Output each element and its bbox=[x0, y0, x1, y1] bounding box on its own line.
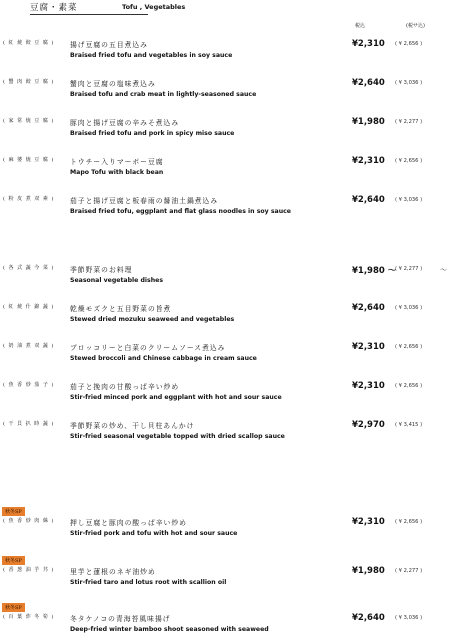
item-price-with-service: ( ¥ 2,656 ) bbox=[395, 519, 423, 525]
menu-item bbox=[0, 420, 456, 450]
item-price-with-service: ( ¥ 3,036 ) bbox=[395, 615, 423, 621]
item-name-jp: 茄子と揚げ豆腐と板春雨の醤油土鍋煮込み bbox=[70, 197, 219, 205]
menu-item bbox=[0, 303, 456, 333]
price-column-header: 税込 bbox=[355, 23, 366, 29]
item-price: ¥2,640 bbox=[352, 303, 385, 313]
item-price-with-service: ( ¥ 2,277 ) bbox=[395, 266, 423, 272]
price-range-tilde: ～ bbox=[440, 266, 447, 274]
item-price: ¥2,310 bbox=[352, 342, 385, 352]
item-name-en: Stewed dried mozuku seaweed and vegetables bbox=[70, 316, 235, 323]
seasonal-badge: 秋冬SP bbox=[2, 603, 25, 612]
item-name-en: Mapo Tofu with black bean bbox=[70, 169, 164, 176]
menu-item bbox=[0, 509, 456, 547]
item-name-jp: 乾燥モズクと五目野菜の旨煮 bbox=[70, 305, 172, 313]
item-chinese-name: ( 魚 香 炒 肉 絲 ) bbox=[3, 518, 55, 524]
menu-item bbox=[0, 39, 456, 69]
item-name-en: Seasonal vegetable dishes bbox=[70, 277, 164, 284]
item-price-with-service: ( ¥ 3,036 ) bbox=[395, 197, 423, 203]
item-chinese-name: ( 紅 焼 什 錦 蔬 ) bbox=[3, 304, 55, 310]
menu-item bbox=[0, 381, 456, 411]
menu-item bbox=[0, 264, 456, 294]
item-name-jp: 豚肉と揚げ豆腐の辛みそ煮込み bbox=[70, 119, 180, 127]
item-name-en: Braised fried tofu and vegetables in soy sauce bbox=[70, 52, 233, 59]
menu-item bbox=[0, 558, 456, 596]
item-chinese-name: ( 各 式 蔬 今 菜 ) bbox=[3, 265, 55, 271]
seasonal-badge: 秋冬SP bbox=[2, 556, 25, 565]
item-chinese-name: ( 魚 香 炒 茄 子 ) bbox=[3, 382, 55, 388]
item-price: ¥2,310 bbox=[352, 156, 385, 166]
item-price: ¥2,310 bbox=[352, 517, 385, 527]
section-title-jp: 豆腐・素菜 bbox=[30, 3, 78, 13]
item-price-with-service: ( ¥ 2,277 ) bbox=[395, 119, 423, 125]
item-name-en: Braised tofu and crab meat in lightly-seasoned sauce bbox=[70, 91, 257, 98]
item-name-en: Deep-fried winter bamboo shoot seasoned with seaweed bbox=[70, 626, 269, 633]
item-price-with-service: ( ¥ 3,415 ) bbox=[395, 422, 423, 428]
section-title-en: Tofu , Vegetables bbox=[122, 3, 186, 11]
item-price-with-service: ( ¥ 3,036 ) bbox=[395, 80, 423, 86]
item-price: ¥2,310 bbox=[352, 381, 385, 391]
item-price: ¥2,640 bbox=[352, 78, 385, 88]
item-name-en: Stewed broccoli and Chinese cabbage in cream sauce bbox=[70, 355, 257, 362]
menu-item bbox=[0, 195, 456, 225]
item-chinese-name: ( 麻 婆 焼 豆 腐 ) bbox=[3, 157, 55, 163]
menu-item bbox=[0, 156, 456, 186]
item-chinese-name: ( 粉 皮 煮 双 素 ) bbox=[3, 196, 55, 202]
header-underline bbox=[30, 14, 148, 15]
item-name-en: Stir-fried pork and tofu with hot and sour sauce bbox=[70, 530, 238, 537]
item-price-with-service: ( ¥ 3,036 ) bbox=[395, 305, 423, 311]
item-price: ¥2,970 bbox=[352, 420, 385, 430]
menu-item bbox=[0, 605, 456, 643]
item-chinese-name: ( 干 貝 扒 時 蔬 ) bbox=[3, 421, 55, 427]
menu-item bbox=[0, 342, 456, 372]
item-name-jp: 里芋と蓮根のネギ油炒め bbox=[70, 568, 156, 576]
item-name-en: Stir-fried taro and lotus root with scallion oil bbox=[70, 579, 227, 586]
item-name-en: Braised fried tofu and pork in spicy miso sauce bbox=[70, 130, 235, 137]
item-price: ¥2,640 bbox=[352, 613, 385, 623]
item-name-jp: 冬タケノコの青海苔風味揚げ bbox=[70, 615, 171, 623]
item-name-jp: 押し豆腐と豚肉の酸っぱ辛い炒め bbox=[70, 519, 187, 527]
item-name-jp: 揚げ豆腐の五目煮込み bbox=[70, 41, 148, 49]
item-price-with-service: ( ¥ 2,656 ) bbox=[395, 383, 423, 389]
item-price-with-service: ( ¥ 2,277 ) bbox=[395, 568, 423, 574]
item-price: ¥1,980 bbox=[352, 566, 385, 576]
item-name-en: Stir-fried minced pork and eggplant with hot and sour sauce bbox=[70, 394, 282, 401]
item-chinese-name: ( 紅 焼 餃 豆 腐 ) bbox=[3, 40, 55, 46]
price-excl-column-header: (税サ込) bbox=[406, 23, 425, 29]
item-price: ¥1,980 ～ bbox=[352, 266, 397, 276]
section-header bbox=[30, 1, 430, 15]
item-name-jp: 蟹肉と豆腐の塩味煮込み bbox=[70, 80, 156, 88]
item-name-jp: 季節野菜のお料理 bbox=[70, 266, 133, 274]
item-price-with-service: ( ¥ 2,656 ) bbox=[395, 344, 423, 350]
item-price: ¥2,640 bbox=[352, 195, 385, 205]
item-name-jp: ブロッコリーと白菜のクリームソース煮込み bbox=[70, 344, 226, 352]
menu-item bbox=[0, 78, 456, 108]
item-chinese-name: ( 奶 油 煮 双 蔬 ) bbox=[3, 343, 55, 349]
item-chinese-name: ( 香 葱 油 芋 艿 ) bbox=[3, 567, 55, 573]
menu-item bbox=[0, 117, 456, 147]
item-price: ¥1,980 bbox=[352, 117, 385, 127]
item-name-jp: 季節野菜の炒め、干し貝柱あんかけ bbox=[70, 422, 195, 430]
item-name-en: Braised fried tofu, eggplant and flat glass noodles in soy sauce bbox=[70, 208, 291, 215]
item-chinese-name: ( 家 常 焼 豆 腐 ) bbox=[3, 118, 55, 124]
item-chinese-name: ( 百 葉 炸 冬 筍 ) bbox=[3, 614, 55, 620]
seasonal-badge: 秋冬SP bbox=[2, 507, 25, 516]
item-name-en: Stir-fried seasonal vegetable topped with dried scallop sauce bbox=[70, 433, 285, 440]
item-price: ¥2,310 bbox=[352, 39, 385, 49]
item-name-jp: トウチー入りマーボー豆腐 bbox=[70, 158, 164, 166]
item-price-with-service: ( ¥ 2,656 ) bbox=[395, 41, 423, 47]
item-name-jp: 茄子と挽肉の甘酸っぱ辛い炒め bbox=[70, 383, 180, 391]
item-price-with-service: ( ¥ 2,656 ) bbox=[395, 158, 423, 164]
item-chinese-name: ( 蟹 肉 餃 豆 腐 ) bbox=[3, 79, 55, 85]
